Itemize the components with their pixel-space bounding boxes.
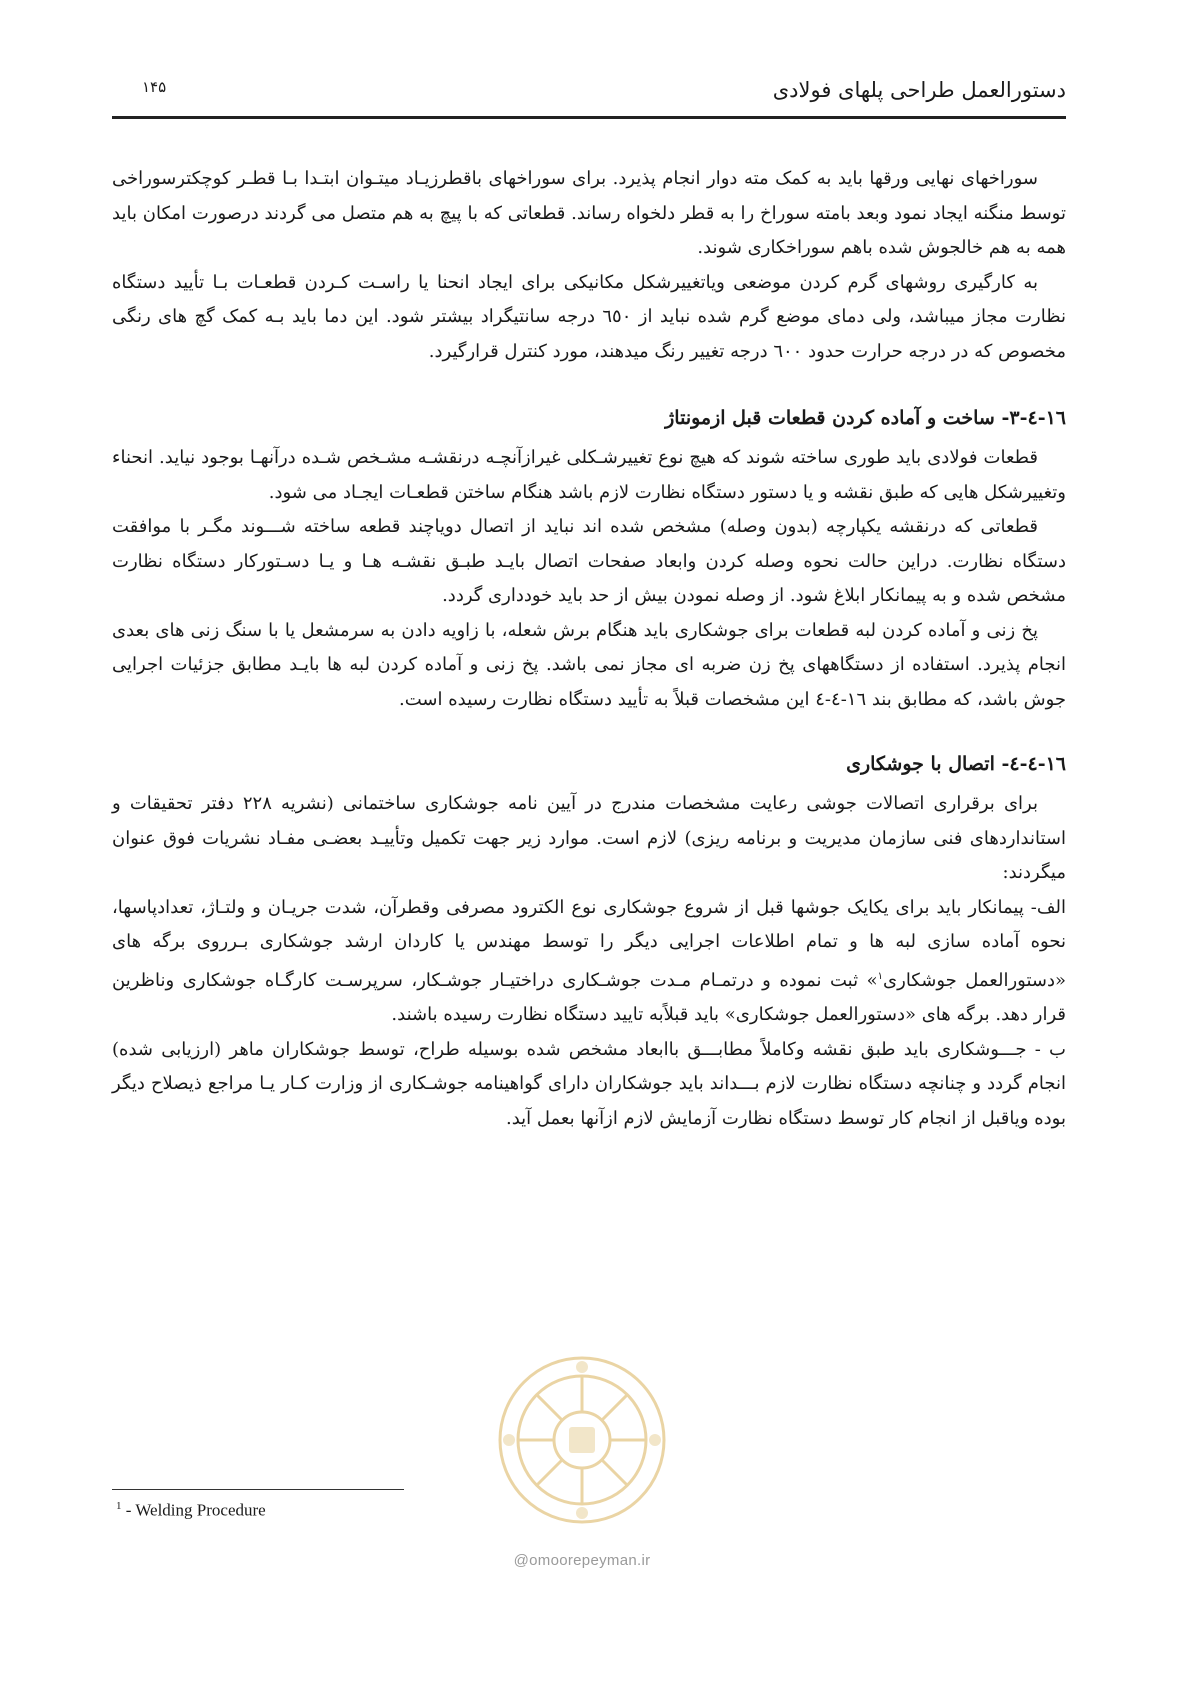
paragraph-text: الف- پیمانکار باید برای یکایک جوشها قبل از شروع جوشکاری نوع الکترود مصرفی وقطرآن، شدت جریـان و ولتـاژ، تعدادپاسها، نحوه آماده سازی لبه ها و تمام اطلاعات اجرایی دیگر را توسط مهندس یا کاردان ارشد جوشکاری بـرروی برگه های «دستورالعمل جوشکاری (112, 896, 1066, 991)
main-content (112, 162, 1066, 1136)
paragraph: پخ زنی و آماده کردن لبه قطعات برای جوشکاری باید هنگام برش شعله، با زاویه دادن به سرمشعل یا با سنگ زنی های بعدی انجام پذیرد. استفاده از دستگاههای پخ زن ضربه ای مجاز نمی باشد. پخ زنی و آماده کردن لبه ها بایـد مطابق جزئیات اجرایی جوش باشد، که مطابق بند ١٦-٤-٤ این مشخصات قبلاً به تأیید دستگاه نظارت رسیده است. (112, 619, 1066, 710)
list-item (112, 891, 1066, 1033)
paragraph: قطعاتی که درنقشه یکپارچه (بدون وصله) مشخص شده اند نباید از اتصال دویاچند قطعه ساخته شـــوند مگـر با موافقت دستگاه نظارت. دراین حالت نحوه وصله کردن وابعاد صفحات اتصال بایـد طبـق نقشـه هـا و یـا دسـتورکار دستگاه نظارت مشخص شده و به پیمانکار ابلاغ شود. از وصله نمودن بیش از حد باید خودداری گردد. (112, 516, 1066, 606)
footnote-divider (112, 1489, 404, 1490)
paragraph: سوراخهای نهایی ورقها باید به کمک مته دوار انجام پذیرد. برای سوراخهای باقطرزیـاد میتـوان ابتـدا بـا قطـر کوچکترسوراخی توسط منگنه ایجاد نمود وبعد بامته سوراخ را به قطر دلخواه رساند. قطعاتی که با پیچ به هم متصل می گردند درصورت امکان باید همه به هم خالجوش شده باهم سوراخکاری شوند. (112, 168, 1066, 258)
page-header (112, 68, 1066, 119)
watermark-logo-icon (487, 1345, 677, 1545)
footnote-number: 1 (116, 1500, 122, 1512)
section-heading: ١٦-٤-٤- اتصال با جوشکاری (846, 753, 1066, 775)
page-number: ۱۴۵ (142, 78, 167, 96)
paragraph-text: » ثبت نموده و درتمـام مـدت جوشـکاری دراختیـار جوشـکار، سرپرسـت کارگـاه جوشکاری وناظرین قرار دهد. برگه های «دستورالعمل جوشکاری» باید قبلاًبه تایید دستگاه نظارت رسیده باشند. (112, 969, 1066, 1025)
running-title: دستورالعمل طراحی پلهای فولادی (772, 78, 1066, 102)
footnote-marker: ١ (877, 970, 884, 982)
watermark-url: @omoorepeyman.ir (513, 1552, 651, 1569)
footnote (116, 1500, 266, 1521)
paragraph: به کارگیری روشهای گرم کردن موضعی ویاتغییرشکل مکانیکی برای ایجاد انحنا یا راسـت کـردن قطعـات بـا تأیید دستگاه نظارت مجاز میباشد، ولی دمای موضع گرم شده نباید از ٦٥٠ درجه سانتیگراد بیشتر شود. این دما باید بـه کمک گچ های رنگی مخصوص که در درجه حرارت حدود ٦٠٠ درجه تغییر رنگ میدهند، مورد کنترل قرارگیرد. (112, 271, 1066, 362)
list-item: ب - جـــوشکاری باید طبق نقشه وکاملاً مطابـــق باابعاد مشخص شده بوسیله طراح، توسط جوشکاران ماهر (ارزیابی شده) انجام گردد و چنانچه دستگاه نظارت لازم بـــداند باید جوشکاران دارای گواهینامه جوشـکاری از وزارت کـار یـا مراجع ذیصلاح دیگر بوده وياقبل از انجام کار توسط دستگاه نظارت آزمایش لازم ازآنها بعمل آید. (112, 1038, 1066, 1129)
paragraph: برای برقراری اتصالات جوشی رعایت مشخصات مندرج در آیین نامه جوشکاری ساختمانی (نشریه ٢٢٨ دفتر تحقیقات و استانداردهای فنی سازمان مدیریت و برنامه ریزی) لازم است. موارد زیر جهت تکمیل وتأییـد بعضـی مفـاد نشریات فوق عنوان میگردند: (112, 793, 1066, 883)
footnote-text: - Welding Procedure (121, 1500, 266, 1520)
paragraph: قطعات فولادی باید طوری ساخته شوند که هیچ نوع تغییرشـکلی غیرازآنچـه درنقشـه مشـخص شـده درآنهـا بوجود نیاید. انحناء وتغییرشکل هایی که طبق نقشه و یا دستور دستگاه نظارت لازم باشد هنگام ساختن قطعـات ایجـاد می شود. (112, 447, 1066, 503)
section-heading: ١٦-٤-٣- ساخت و آماده کردن قطعات قبل ازمونتاژ (665, 407, 1066, 429)
